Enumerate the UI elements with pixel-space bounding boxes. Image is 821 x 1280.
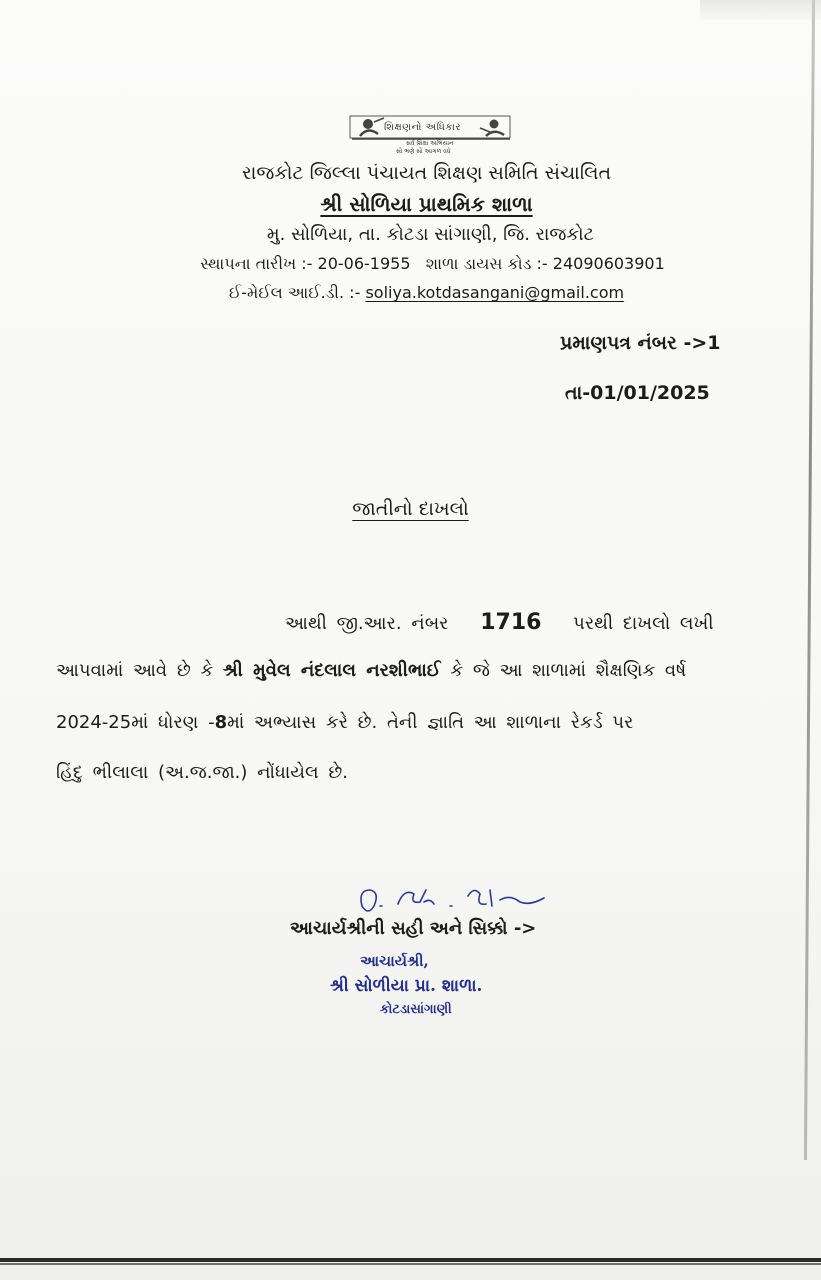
body-text: પરથી દાખલો લખી	[573, 613, 714, 634]
certificate-date: તા-01/01/2025	[565, 382, 710, 404]
body-line-4: હિંદુ ભીલાલા (અ.જ.જા.) નોંધાયેલ છે.	[56, 762, 348, 783]
signature-label: આચાર્યશ્રીની સહી અને સિક્કો ->	[290, 918, 537, 939]
stamp-line-2: શ્રી સોળીયા પ્રા. શાળા.	[330, 976, 483, 996]
gr-number: 1716	[480, 610, 542, 635]
body-line-2	[56, 660, 686, 681]
dise-label: શાળા ડાયસ કોડ :-	[425, 254, 548, 273]
logo-tagline: સર્વ શિક્ષા અભિયાન	[406, 140, 454, 147]
stamp-line-3: કોટડાસાંગાણી	[380, 1002, 452, 1017]
stamp-line-1: આચાર્યશ્રી,	[360, 952, 429, 970]
dise-code: 24090603901	[552, 254, 665, 273]
email-line	[16, 283, 821, 303]
paper-edge-bottom-shadow	[0, 1263, 821, 1265]
email-address: soliya.kotdasangani@gmail.com	[365, 283, 625, 302]
rte-logo	[344, 112, 516, 158]
organization-line: રાજકોટ જિલ્લા પંચાયત શિક્ષણ સમિતિ સંચાલિત	[241, 162, 612, 184]
reading-figure-icon	[490, 120, 499, 129]
body-line-3	[56, 712, 633, 733]
body-line-1	[285, 610, 714, 635]
document-title: જાતીનો દાખલો	[352, 498, 469, 520]
school-name: શ્રી સોળિયા પ્રાથમિક શાળા	[320, 192, 533, 216]
email-label: ઈ-મેઈલ આઈ.ડી. :-	[228, 283, 361, 302]
logo-title: શિક્ષણનો અધિકાર	[384, 122, 462, 133]
body-text: માં અભ્યાસ કરે છે. તેની જ્ઞાતિ આ શાળાના રેકર્ડ પર	[227, 712, 634, 733]
body-text: આપવામાં આવે છે કે	[56, 660, 214, 681]
paper-shadow	[700, 0, 821, 20]
body-text: 2024-25માં ધોરણ -	[56, 712, 215, 733]
paper-edge-bottom	[0, 1258, 821, 1262]
student-name: શ્રી મુવેલ નંદલાલ નરશીભાઈ	[222, 660, 441, 681]
founded-label: સ્થાપના તારીખ :-	[200, 254, 313, 273]
child-figure-icon	[363, 119, 373, 129]
logo-tagline-2: સૌ ભણે સૌ આગળ વધે	[396, 148, 451, 155]
founding-and-dise-line	[22, 254, 821, 274]
body-text: કે જે આ શાળામાં શૈક્ષણિક વર્ષ	[450, 660, 687, 681]
certificate-number: પ્રમાણપત્ર નંબર ->1	[560, 332, 721, 354]
school-address: મુ. સોળિયા, તા. કોટડા સાંગાણી, જિ. રાજકોટ	[266, 224, 595, 245]
body-text: આથી જી.આર. નંબર	[285, 613, 449, 634]
founded-date: 20-06-1955	[317, 254, 411, 273]
standard-number: 8	[214, 712, 228, 733]
